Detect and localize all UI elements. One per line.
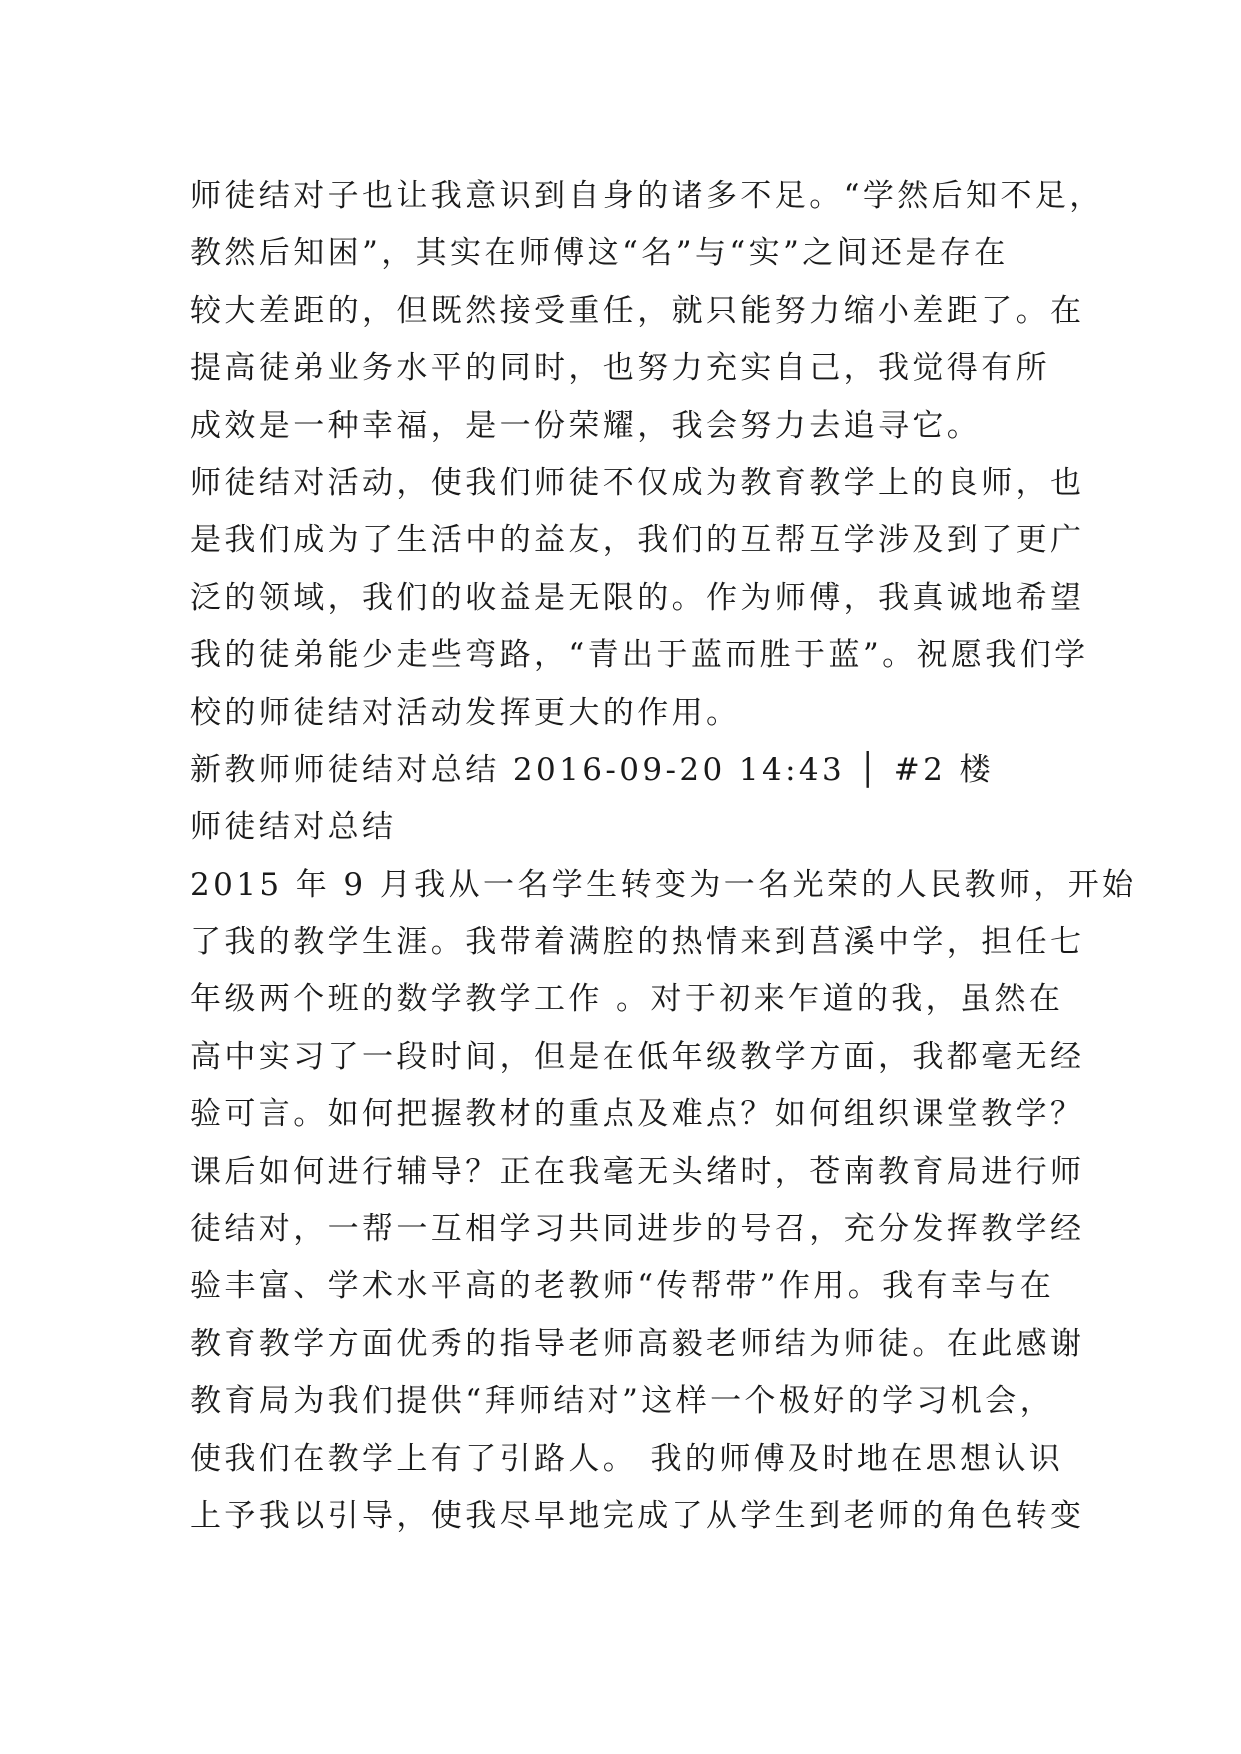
document-body [190,168,1137,1545]
text-line: 徒结对，一帮一互相学习共同进步的号召，充分发挥教学经 [190,1211,1085,1248]
text-line: 师徒结对子也让我意识到自身的诸多不足。“学然后知不足， [190,178,1104,214]
text-line: 提高徒弟业务水平的同时，也努力充实自己，我觉得有所 [190,350,1050,387]
text-line: 较大差距的，但既然接受重任，就只能努力缩小差距了。在 [190,292,1085,329]
text-line: 年级两个班的数学教学工作 。对于初来乍道的我，虽然在 [190,981,1064,1018]
text-line: 了我的教学生涯。我带着满腔的热情来到莒溪中学，担任七 [190,924,1085,961]
text-line: 使我们在教学上有了引路人。 我的师傅及时地在思想认识 [190,1440,1064,1477]
text-line: 教育教学方面优秀的指导老师高毅老师结为师徒。在此感谢 [190,1325,1085,1362]
text-line: 校的师徒结对活动发挥更大的作用。 [190,694,741,731]
text-line: 我的徒弟能少走些弯路，“青出于蓝而胜于蓝”。祝愿我们学 [190,637,1089,674]
post-header-line: 新教师师徒结对总结 2016-09-20 14:43 │ #2 楼 [190,751,994,788]
text-line: 验可言。如何把握教材的重点及难点？如何组织课堂教学？ [190,1096,1085,1133]
text-line: 教然后知困”，其实在师傅这“名”与“实”之间还是存在 [190,235,1009,272]
text-line: 高中实习了一段时间，但是在低年级教学方面，我都毫无经 [190,1038,1085,1075]
text-line: 教育局为我们提供“拜师结对”这样一个极好的学习机会， [190,1383,1055,1420]
text-line: 泛的领域，我们的收益是无限的。作为师傅，我真诚地希望 [190,579,1085,616]
text-line: 成效是一种幸福，是一份荣耀，我会努力去追寻它。 [190,407,982,444]
text-line: 2015 年 9 月我从一名学生转变为一名光荣的人民教师，开始 [190,866,1137,903]
text-line: 验丰富、学术水平高的老教师“传帮带”作用。我有幸与在 [190,1268,1055,1305]
text-line: 是我们成为了生活中的益友，我们的互帮互学涉及到了更广 [190,522,1085,559]
text-line: 师徒结对活动，使我们师徒不仅成为教育教学上的良师，也 [190,464,1085,501]
section-title: 师徒结对总结 [190,809,397,846]
text-line: 课后如何进行辅导？正在我毫无头绪时，苍南教育局进行师 [190,1153,1085,1190]
text-line: 上予我以引导，使我尽早地完成了从学生到老师的角色转变 [190,1497,1085,1534]
